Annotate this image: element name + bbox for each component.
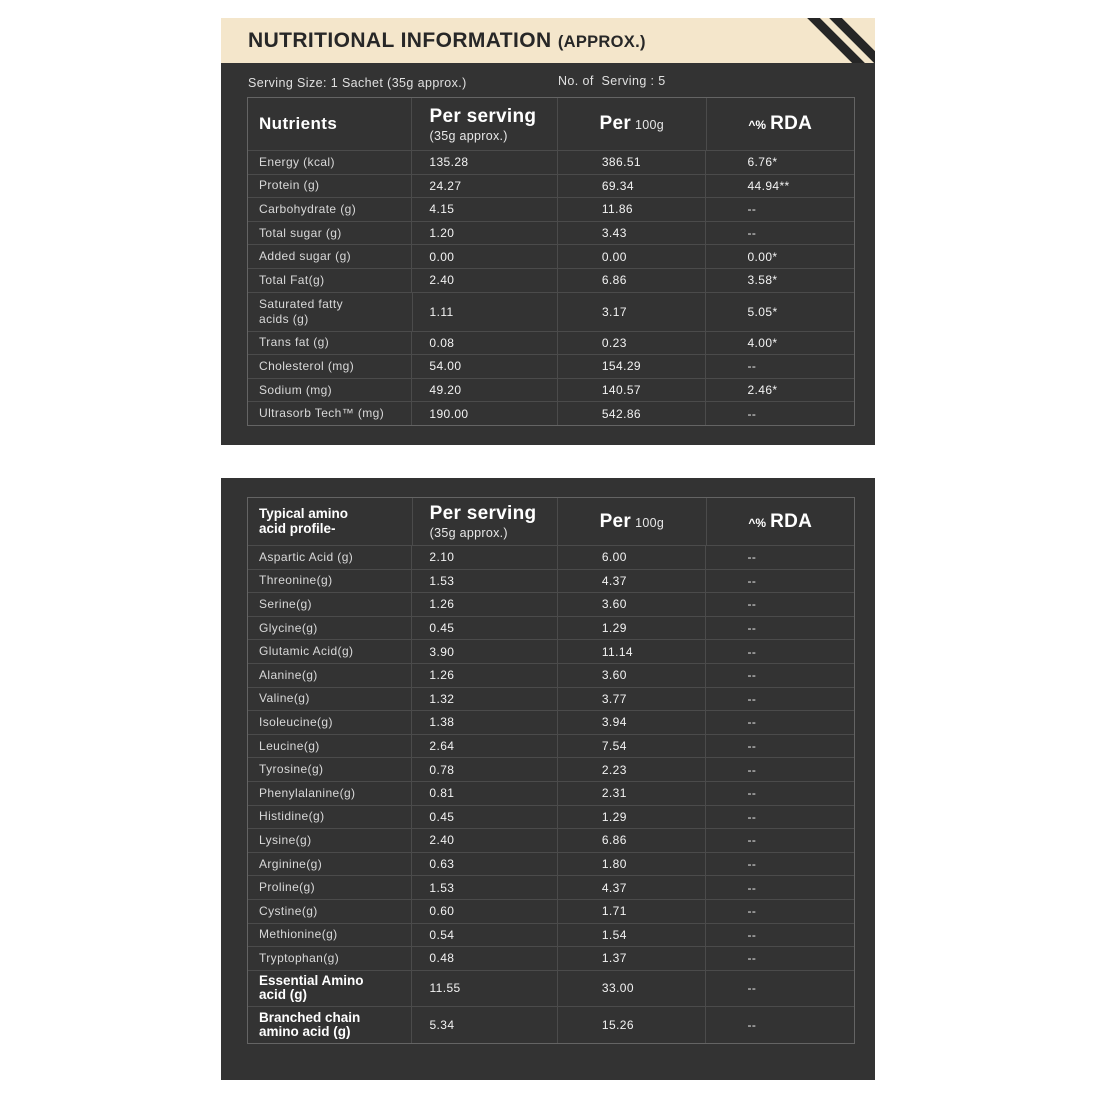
- amino-acid-table-body: [248, 545, 854, 1043]
- per-100g-value: 542.86: [557, 402, 706, 425]
- table-row: [248, 616, 854, 640]
- table-row: [248, 197, 854, 221]
- nutrient-label: Protein (g): [259, 178, 320, 193]
- nutrient-label: Glutamic Acid(g): [259, 644, 354, 659]
- table-row: [248, 875, 854, 899]
- per-100g-main: Per: [599, 113, 632, 134]
- table-row: [248, 401, 854, 425]
- table-row: [248, 150, 854, 174]
- table-row: [248, 946, 854, 970]
- rda-value: --: [705, 900, 854, 923]
- nutrient-label: Energy (kcal): [259, 154, 335, 169]
- nutrient-label: Aspartic Acid (g): [259, 549, 354, 564]
- per-serving-value: 1.53: [411, 876, 556, 899]
- per-serving-main: Per serving: [429, 503, 537, 524]
- per-serving-value: 0.78: [411, 758, 556, 781]
- header-amino-profile: Typical amino acid profile-: [259, 506, 349, 536]
- nutrient-label: Cystine(g): [259, 903, 318, 918]
- nutrients-table: [247, 97, 855, 426]
- nutrient-label: Ultrasorb Tech™ (mg): [259, 406, 385, 421]
- serving-size-text: Serving Size: 1 Sachet (35g approx.): [248, 76, 467, 90]
- per-100g-value: 1.80: [557, 853, 706, 876]
- per-100g-value: 3.77: [557, 688, 706, 711]
- per-serving-value: 0.45: [411, 617, 556, 640]
- rda-value: --: [705, 782, 854, 805]
- table-row: [248, 292, 854, 331]
- per-100g-value: 6.86: [557, 829, 706, 852]
- rda-main: RDA: [770, 113, 813, 134]
- rda-value: 6.76*: [705, 151, 854, 174]
- per-serving-value: 1.26: [411, 664, 556, 687]
- table-row: [248, 569, 854, 593]
- per-serving-value: 49.20: [411, 379, 556, 402]
- table-row: [248, 757, 854, 781]
- per-serving-value: 1.20: [411, 222, 556, 245]
- header-per-100g: [557, 98, 705, 150]
- rda-value: --: [705, 711, 854, 734]
- nutrition-panel: [221, 18, 875, 445]
- nutrient-label: Leucine(g): [259, 738, 320, 753]
- per-serving-value: 2.64: [411, 735, 556, 758]
- per-100g-value: 11.14: [557, 640, 706, 663]
- per-100g-value: 3.60: [557, 593, 706, 616]
- per-100g-value: 3.43: [557, 222, 706, 245]
- header-per-100g: [557, 498, 705, 545]
- per-100g-value: 33.00: [557, 971, 706, 1007]
- per-serving-sub: (35g approx.): [429, 128, 508, 143]
- per-serving-value: 135.28: [411, 151, 556, 174]
- per-serving-value: 1.53: [411, 570, 556, 593]
- per-serving-value: 1.11: [412, 293, 557, 331]
- nutrient-label: Proline(g): [259, 880, 316, 895]
- per-100g-value: 154.29: [557, 355, 706, 378]
- nutrient-label: Histidine(g): [259, 809, 325, 824]
- rda-value: --: [705, 222, 854, 245]
- rda-value: --: [705, 640, 854, 663]
- per-100g-value: 140.57: [557, 379, 706, 402]
- serving-count-text: No. of Serving : 5: [558, 74, 666, 88]
- per-serving-value: 3.90: [411, 640, 556, 663]
- table-row: [248, 899, 854, 923]
- table-row: [248, 1006, 854, 1043]
- nutrient-label: Arginine(g): [259, 856, 323, 871]
- nutrient-label: Total sugar (g): [259, 225, 342, 240]
- per-100g-sub: 100g: [635, 118, 665, 132]
- per-100g-value: 1.37: [557, 947, 706, 970]
- per-100g-value: 1.29: [557, 617, 706, 640]
- per-serving-value: 1.38: [411, 711, 556, 734]
- table-row: [248, 828, 854, 852]
- rda-value: --: [705, 546, 854, 569]
- rda-value: --: [705, 664, 854, 687]
- per-100g-value: 6.86: [557, 269, 706, 292]
- per-100g-value: 3.94: [557, 711, 706, 734]
- rda-value: --: [705, 198, 854, 221]
- per-serving-value: 5.34: [411, 1007, 556, 1043]
- table-row: [248, 268, 854, 292]
- per-100g-value: 11.86: [557, 198, 706, 221]
- per-serving-main: Per serving: [429, 105, 537, 127]
- table-row: [248, 244, 854, 268]
- per-100g-value: 69.34: [557, 175, 706, 198]
- rda-value: 4.00*: [705, 332, 854, 355]
- rda-value: --: [705, 570, 854, 593]
- header-nutrients: Nutrients: [259, 114, 338, 133]
- table-row: [248, 639, 854, 663]
- nutrient-label: Valine(g): [259, 691, 310, 706]
- amino-acid-table-header: [248, 498, 854, 545]
- nutrient-label: Lysine(g): [259, 832, 312, 847]
- per-serving-value: 0.45: [411, 806, 556, 829]
- per-100g-value: 1.71: [557, 900, 706, 923]
- per-serving-value: 0.60: [411, 900, 556, 923]
- rda-value: --: [705, 806, 854, 829]
- rda-value: --: [705, 758, 854, 781]
- table-row: [248, 710, 854, 734]
- per-100g-value: 4.37: [557, 570, 706, 593]
- header-per-serving: [412, 498, 558, 545]
- table-row: [248, 734, 854, 758]
- rda-value: --: [705, 947, 854, 970]
- rda-value: --: [705, 876, 854, 899]
- per-100g-value: 386.51: [557, 151, 706, 174]
- per-serving-value: 2.10: [411, 546, 556, 569]
- table-row: [248, 923, 854, 947]
- serving-info: [221, 63, 875, 97]
- per-serving-sub: (35g approx.): [429, 526, 508, 540]
- per-100g-value: 1.29: [557, 806, 706, 829]
- nutrient-label: Essential Amino acid (g): [259, 973, 364, 1003]
- nutrient-label: Isoleucine(g): [259, 714, 333, 729]
- rda-value: 2.46*: [705, 379, 854, 402]
- rda-value: --: [705, 829, 854, 852]
- nutrient-label: Methionine(g): [259, 927, 338, 942]
- title-approx: (APPROX.): [557, 32, 646, 51]
- nutrient-label: Tyrosine(g): [259, 762, 324, 777]
- per-100g-value: 6.00: [557, 546, 706, 569]
- per-100g-value: 2.31: [557, 782, 706, 805]
- table-row: [248, 805, 854, 829]
- per-serving-value: 24.27: [411, 175, 556, 198]
- nutrient-label: Phenylalanine(g): [259, 785, 356, 800]
- header-rda: [706, 98, 854, 150]
- table-row: [248, 781, 854, 805]
- nutrients-table-header: [248, 98, 854, 150]
- per-serving-value: 1.32: [411, 688, 556, 711]
- rda-value: --: [705, 688, 854, 711]
- rda-value: --: [705, 402, 854, 425]
- rda-value: 5.05*: [705, 293, 854, 331]
- per-serving-value: 0.48: [411, 947, 556, 970]
- rda-value: --: [705, 1007, 854, 1043]
- per-serving-value: 54.00: [411, 355, 556, 378]
- table-row: [248, 331, 854, 355]
- nutrient-label: Tryptophan(g): [259, 950, 340, 965]
- table-row: [248, 687, 854, 711]
- table-row: [248, 545, 854, 569]
- per-serving-value: 2.40: [411, 829, 556, 852]
- per-serving-value: 11.55: [411, 971, 556, 1007]
- rda-value: --: [705, 735, 854, 758]
- nutrient-label: Glycine(g): [259, 620, 318, 635]
- nutrient-label: Sodium (mg): [259, 382, 333, 397]
- per-serving-value: 1.26: [411, 593, 556, 616]
- per-serving-value: 0.54: [411, 924, 556, 947]
- nutrient-label: Carbohydrate (g): [259, 201, 357, 216]
- per-serving-value: 0.00: [411, 245, 556, 268]
- per-100g-value: 0.00: [557, 245, 706, 268]
- rda-value: --: [705, 853, 854, 876]
- per-serving-value: 0.81: [411, 782, 556, 805]
- per-serving-value: 190.00: [411, 402, 556, 425]
- per-100g-value: 0.23: [557, 332, 706, 355]
- rda-value: 3.58*: [705, 269, 854, 292]
- per-100g-value: 1.54: [557, 924, 706, 947]
- per-serving-value: 2.40: [411, 269, 556, 292]
- rda-value: --: [705, 971, 854, 1007]
- title-main: NUTRITIONAL INFORMATION: [248, 28, 552, 52]
- rda-value: --: [705, 924, 854, 947]
- rda-main: RDA: [770, 510, 813, 532]
- nutrients-table-body: [248, 150, 854, 425]
- table-row: [248, 174, 854, 198]
- rda-value: 0.00*: [705, 245, 854, 268]
- per-100g-value: 3.60: [557, 664, 706, 687]
- table-row: [248, 221, 854, 245]
- table-row: [248, 970, 854, 1007]
- per-100g-value: 15.26: [557, 1007, 706, 1043]
- rda-value: --: [705, 355, 854, 378]
- nutrient-label: Trans fat (g): [259, 335, 330, 350]
- per-100g-main: Per: [599, 510, 632, 532]
- rda-prefix: ^%: [748, 515, 767, 530]
- nutrient-label: Added sugar (g): [259, 249, 352, 264]
- per-serving-value: 0.63: [411, 853, 556, 876]
- nutrient-label: Branched chain amino acid (g): [259, 1009, 361, 1039]
- nutrient-label: Cholesterol (mg): [259, 358, 355, 373]
- table-row: [248, 378, 854, 402]
- rda-value: 44.94**: [705, 175, 854, 198]
- per-100g-value: 7.54: [557, 735, 706, 758]
- nutrient-label: Serine(g): [259, 596, 312, 611]
- rda-prefix: ^%: [748, 118, 767, 132]
- per-100g-sub: 100g: [635, 515, 665, 530]
- table-row: [248, 592, 854, 616]
- nutrient-label: Threonine(g): [259, 573, 333, 588]
- per-100g-value: 4.37: [557, 876, 706, 899]
- amino-acid-panel: [221, 478, 875, 1080]
- amino-acid-table: [247, 497, 855, 1044]
- title-band: [221, 18, 875, 63]
- header-rda: [706, 498, 854, 545]
- table-row: [248, 852, 854, 876]
- table-row: [248, 663, 854, 687]
- page-title: [248, 29, 646, 53]
- rda-value: --: [705, 593, 854, 616]
- rda-value: --: [705, 617, 854, 640]
- table-row: [248, 354, 854, 378]
- per-100g-value: 3.17: [557, 293, 706, 331]
- header-per-serving: [411, 98, 557, 150]
- nutrient-label: Alanine(g): [259, 667, 318, 682]
- per-serving-value: 4.15: [411, 198, 556, 221]
- nutrient-label: Saturated fatty acids (g): [259, 296, 344, 326]
- per-serving-value: 0.08: [411, 332, 556, 355]
- nutrient-label: Total Fat(g): [259, 272, 325, 287]
- per-100g-value: 2.23: [557, 758, 706, 781]
